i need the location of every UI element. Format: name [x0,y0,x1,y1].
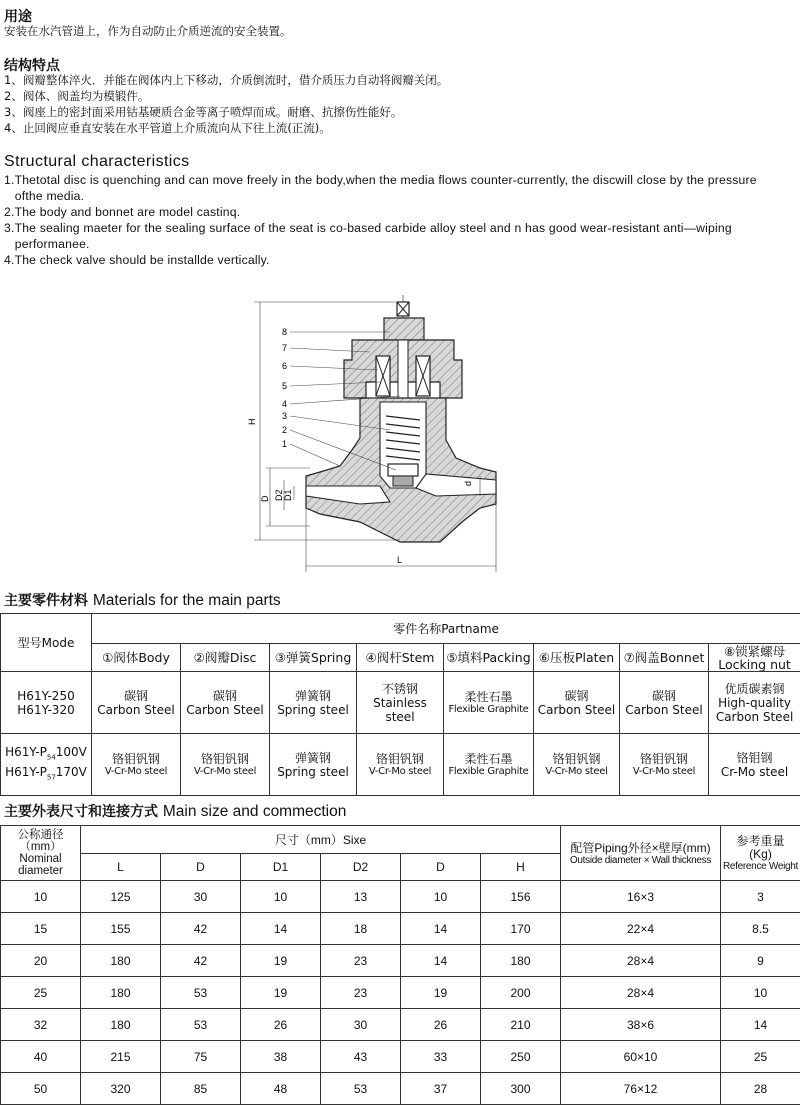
table-cell: 14 [401,913,481,945]
materials-title-en: Materials for the main parts [93,592,281,609]
table-cell: 10 [401,881,481,913]
material-en: V-Cr-Mo steel [181,766,269,777]
table-cell: 42 [161,913,241,945]
table-cell: 60×10 [561,1041,721,1073]
table-cell: 180 [481,945,561,977]
sizes-table-body [1,881,800,1105]
sizes-title-en: Main size and commection [163,803,347,820]
pipe-header-line: Outside diameter × Wall thickness [561,855,720,866]
material-en: V-Cr-Mo steel [620,766,708,777]
features-cn-title: 结构特点 [4,55,60,75]
table-cell: 180 [81,977,161,1009]
nominal-header-line: （mm） [1,841,80,853]
table-cell: 25 [1,977,81,1009]
partname-header: 零件名称Partname [92,614,800,644]
part-header: ③弹簧Spring [270,644,357,672]
material-cell [534,734,620,796]
table-cell: 76×12 [561,1073,721,1105]
material-en: V-Cr-Mo steel [357,766,443,777]
material-en: Stainless steel [357,696,443,724]
material-cn: 优质碳素钢 [709,682,800,696]
material-cell [620,672,709,734]
part-number-label: 5 [282,381,287,391]
table-cell: 10 [721,977,800,1009]
features-en-line: 3.The sealing maeter for the sealing surface of the seat is co-based carbide alloy steel and n has good wear-resistant anti—wiping [4,220,757,236]
features-cn-item: 3、阀座上的密封面采用钴基硬质合金等离子喷焊而成。耐磨、抗擦伤性能好。 [4,104,448,120]
table-cell: 170 [481,913,561,945]
material-cn: 碳钢 [534,689,619,703]
material-cn: 铬钼钒钢 [620,752,708,766]
materials-heading [4,590,281,610]
table-cell: 200 [481,977,561,1009]
pipe-header-line: 配管Piping外径×壁厚(mm) [561,841,720,855]
table-cell: 23 [321,945,401,977]
features-cn-item: 4、止回阀应垂直安装在水平管道上介质流向从下往上流(正流)。 [4,120,448,136]
sizes-heading [4,801,346,821]
table-cell: 10 [1,881,81,913]
table-cell: 43 [321,1041,401,1073]
model-cell [1,734,92,796]
table-cell: 38 [241,1041,321,1073]
table-cell: 14 [241,913,321,945]
material-en: Flexible Graphite [444,766,533,777]
model-name: H61Y-320 [1,703,91,717]
part-header: ①阀体Body [92,644,181,672]
sizes-title-cn: 主要外表尺寸和连接方式 [4,804,158,820]
features-en-list [4,172,757,268]
material-cn: 碳钢 [92,689,180,703]
usage-text: 安装在水汽管道上，作为自动防止介质逆流的安全装置。 [4,23,292,39]
model-name: $H61Y-P_{54}100V$ [1,745,91,764]
part-number-label: 2 [282,425,287,435]
dim-column-header: H [481,854,561,881]
table-cell: 48 [241,1073,321,1105]
table-cell: 19 [241,945,321,977]
material-cell [534,672,620,734]
part-number-label: 7 [282,343,287,353]
material-cell [181,672,270,734]
part-header: ⑦阀盖Bonnet [620,644,709,672]
material-cell [444,672,534,734]
weight-header-line: (Kg) [721,848,800,861]
material-cn: 铬钼钢 [709,751,800,765]
table-cell: 8.5 [721,913,800,945]
table-cell: 320 [81,1073,161,1105]
material-cell [270,672,357,734]
dim-d1-label: D1 [283,489,293,501]
part-number-label: 3 [282,411,287,421]
material-cell [709,734,800,796]
dim-d-label: D [260,495,270,502]
material-cell [357,672,444,734]
part-header: ⑧锁紧螺母 Locking nut [709,644,800,672]
model-name: H61Y-250 [1,689,91,703]
check-valve-drawing [240,290,540,580]
table-cell: 18 [321,913,401,945]
table-cell: 19 [401,977,481,1009]
part-number-label: 6 [282,361,287,371]
table-cell: 53 [161,977,241,1009]
table-cell: 30 [161,881,241,913]
material-cell [92,672,181,734]
material-en: Spring steel [270,765,356,779]
part-header: ⑤填料Packing [444,644,534,672]
material-en: Carbon Steel [620,703,708,717]
table-cell: 300 [481,1073,561,1105]
material-cn: 柔性石墨 [444,752,533,766]
material-en: Carbon Steel [534,703,619,717]
table-cell: 210 [481,1009,561,1041]
part-number-label: 8 [282,327,287,337]
table-cell: 53 [321,1073,401,1105]
part-number-label: 1 [282,439,287,449]
table-cell: 25 [721,1041,800,1073]
table-cell: 155 [81,913,161,945]
table-cell: 13 [321,881,401,913]
table-row [1,945,800,977]
table-cell: 75 [161,1041,241,1073]
features-en-line: ofthe media. [4,188,757,204]
usage-title: 用途 [4,6,32,26]
material-cn: 不锈钢 [357,682,443,696]
dim-h-label: H [247,419,257,426]
material-cn: 弹簧钢 [270,751,356,765]
dim-column-header: D [401,854,481,881]
table-cell: 180 [81,945,161,977]
table-cell: 85 [161,1073,241,1105]
material-en: High-quality [709,696,800,710]
material-en: Carbon Steel [181,703,269,717]
pipe-header [561,826,721,881]
table-cell: 3 [721,881,800,913]
material-cell [620,734,709,796]
material-cell [444,734,534,796]
nominal-header [1,826,81,881]
part-header: ④阀杆Stem [357,644,444,672]
material-en: Flexible Graphite [444,704,533,715]
material-cn: 碳钢 [181,689,269,703]
dim-column-header: D2 [321,854,401,881]
material-cell [92,734,181,796]
material-cell [181,734,270,796]
table-cell: 22×4 [561,913,721,945]
nominal-header-line: Nominal [1,853,80,865]
material-cell [270,734,357,796]
table-cell: 180 [81,1009,161,1041]
nominal-header-line: 公称通径 [1,829,80,841]
material-cn: 铬钼钒钢 [357,752,443,766]
material-cn: 铬钼钒钢 [534,752,619,766]
dim-header: 尺寸（mm）Sixe [81,826,561,854]
table-row [1,913,800,945]
features-cn-item: 2、阀体、阀盖均为模锻件。 [4,88,448,104]
features-cn-list [4,72,448,136]
table-cell: 33 [401,1041,481,1073]
table-row [1,1041,800,1073]
features-en-line: 1.Thetotal disc is quenching and can move freely in the body,when the media flows counter-currently, the discwill close by the pressure [4,172,757,188]
part-header: ②阀瓣Disc [181,644,270,672]
materials-title-cn: 主要零件材料 [4,593,88,609]
table-cell: 30 [321,1009,401,1041]
material-en: V-Cr-Mo steel [534,766,619,777]
table-cell: 10 [241,881,321,913]
materials-row [1,734,800,796]
table-row [1,1073,800,1105]
material-en: Spring steel [270,703,356,717]
materials-row [1,672,800,734]
weight-header [721,826,800,881]
materials-table [0,613,800,796]
table-cell: 37 [401,1073,481,1105]
material-cn: 弹簧钢 [270,689,356,703]
table-cell: 20 [1,945,81,977]
table-cell: 215 [81,1041,161,1073]
dim-d2-label: D2 [274,489,284,501]
table-cell: 26 [401,1009,481,1041]
features-en-line: 2.The body and bonnet are model castinq. [4,204,757,220]
dim-column-header: D1 [241,854,321,881]
table-cell: 15 [1,913,81,945]
table-row [1,1009,800,1041]
table-cell: 250 [481,1041,561,1073]
nominal-header-line: diameter [1,865,80,877]
dim-column-header: D [161,854,241,881]
material-en: Carbon Steel [92,703,180,717]
dim-column-header: L [81,854,161,881]
table-cell: 26 [241,1009,321,1041]
table-row [1,977,800,1009]
material-cell [709,672,800,734]
model-name: $H61Y-P_{57}170V$ [1,765,91,784]
dim-small-d-label: d [463,481,473,486]
table-cell: 14 [721,1009,800,1041]
table-cell: 14 [401,945,481,977]
material-cn: 碳钢 [620,689,708,703]
part-header: ⑥压板Platen [534,644,620,672]
features-en-line: performanee. [4,236,757,252]
part-number-label: 4 [282,399,287,409]
dim-l-label: L [397,555,402,565]
features-en-title: Structural characteristics [4,153,190,171]
table-cell: 28×4 [561,945,721,977]
table-cell: 23 [321,977,401,1009]
table-cell: 38×6 [561,1009,721,1041]
table-cell: 42 [161,945,241,977]
table-cell: 28 [721,1073,800,1105]
table-cell: 9 [721,945,800,977]
material-cn: 铬钼钒钢 [92,752,180,766]
table-cell: 32 [1,1009,81,1041]
table-cell: 53 [161,1009,241,1041]
model-cell [1,672,92,734]
table-cell: 16×3 [561,881,721,913]
material-en: Carbon Steel [709,710,800,724]
table-cell: 50 [1,1073,81,1105]
table-cell: 156 [481,881,561,913]
material-cell [357,734,444,796]
material-en: V-Cr-Mo steel [92,766,180,777]
weight-header-line: 参考重量 [721,835,800,848]
material-cn: 铬钼钒钢 [181,752,269,766]
table-cell: 19 [241,977,321,1009]
table-cell: 28×4 [561,977,721,1009]
table-row [1,881,800,913]
model-header: 型号Mode [1,614,92,672]
sizes-table [0,825,800,1105]
material-cn: 柔性石墨 [444,690,533,704]
features-cn-item: 1、阀瓣整体淬火．并能在阀体内上下移动，介质倒流时，借介质压力自动将阀瓣关闭。 [4,72,448,88]
table-cell: 40 [1,1041,81,1073]
features-en-line: 4.The check valve should be installde vertically. [4,252,757,268]
weight-header-line: Reference Weight [721,861,800,872]
table-cell: 125 [81,881,161,913]
material-en: Cr-Mo steel [709,765,800,779]
